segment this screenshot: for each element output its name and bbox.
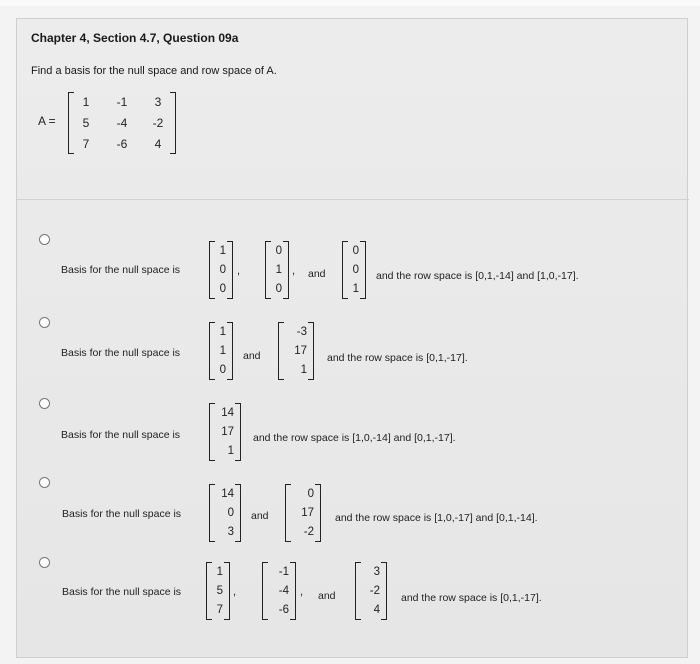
matrix-cell: -1	[116, 95, 128, 110]
vector-entry: 7	[216, 604, 223, 617]
vector-entry: 0	[307, 487, 314, 500]
option-1-vector-1	[209, 241, 233, 299]
and-text: and	[318, 590, 336, 602]
option-2-vector-2	[278, 322, 314, 380]
vector-entry: 5	[216, 584, 223, 597]
matrix-a	[68, 92, 176, 154]
option-2-vector-1	[209, 322, 233, 380]
vector-entry: 3	[227, 526, 234, 539]
question-title: Chapter 4, Section 4.7, Question 09a	[31, 31, 239, 45]
vector-entry: 0	[352, 263, 359, 276]
and-text: and	[308, 268, 326, 280]
vector-entry: 0	[219, 283, 226, 296]
vector-entry: 17	[294, 344, 307, 357]
vector-entry: 1	[300, 364, 307, 377]
option-3-tail: and the row space is [1,0,-14] and [0,1,-17].	[253, 432, 456, 444]
vector-entry: 1	[219, 244, 226, 257]
vector-entry: -2	[369, 584, 380, 597]
vector-entry: 0	[352, 244, 359, 257]
vector-entry: 0	[219, 263, 226, 276]
option-3-lead: Basis for the null space is	[61, 429, 181, 441]
vector-entry: -3	[296, 325, 307, 338]
vector-entry: -2	[303, 526, 314, 539]
vector-entry: 14	[221, 406, 234, 419]
vector-entry: 1	[216, 565, 223, 578]
matrix-label: A =	[38, 114, 56, 128]
comma: ,	[237, 265, 241, 277]
vector-entry: 0	[219, 364, 226, 377]
option-5-vector-1	[206, 562, 230, 620]
option-3-radio[interactable]	[39, 398, 50, 409]
vector-entry: 1	[352, 283, 359, 296]
option-2-radio[interactable]	[39, 317, 50, 328]
vector-entry: -6	[278, 604, 289, 617]
top-strip	[0, 0, 700, 6]
matrix-cell: 1	[82, 95, 90, 110]
matrix-cell: 4	[154, 136, 162, 151]
divider	[17, 199, 689, 200]
matrix-cell: -6	[116, 136, 128, 151]
vector-entry: 17	[221, 425, 234, 438]
option-4-vector-1	[209, 484, 241, 542]
question-panel	[16, 18, 688, 658]
vector-entry: 0	[227, 506, 234, 519]
option-1-lead: Basis for the null space is	[61, 264, 181, 276]
vector-entry: 3	[373, 565, 380, 578]
comma: ,	[300, 586, 304, 598]
vector-entry: 14	[221, 487, 234, 500]
option-5-vector-2	[262, 562, 296, 620]
option-1-tail: and the row space is [0,1,-14] and [1,0,-17].	[376, 270, 579, 282]
option-5-radio[interactable]	[39, 557, 50, 568]
option-5-vector-3	[355, 562, 387, 620]
vector-entry: 1	[219, 344, 226, 357]
option-5-tail: and the row space is [0,1,-17].	[401, 592, 542, 604]
vector-entry: -4	[278, 584, 289, 597]
vector-entry: 1	[275, 263, 282, 276]
vector-entry: 1	[219, 325, 226, 338]
matrix-cell: 3	[154, 95, 162, 110]
and-text: and	[243, 350, 261, 362]
option-4-radio[interactable]	[39, 477, 50, 488]
option-4-tail: and the row space is [1,0,-17] and [0,1,-14].	[335, 512, 538, 524]
matrix-cell: 5	[82, 115, 90, 130]
option-1-radio[interactable]	[39, 234, 50, 245]
option-1-vector-3	[342, 241, 366, 299]
vector-entry: 17	[301, 506, 314, 519]
vector-entry: 0	[275, 283, 282, 296]
comma: ,	[292, 265, 296, 277]
option-2-lead: Basis for the null space is	[61, 347, 181, 359]
option-2-tail: and the row space is [0,1,-17].	[327, 352, 468, 364]
vector-entry: 0	[275, 244, 282, 257]
option-4-lead: Basis for the null space is	[62, 508, 182, 520]
matrix-cell: -4	[116, 115, 128, 130]
vector-entry: -1	[278, 565, 289, 578]
and-text: and	[251, 510, 269, 522]
comma: ,	[233, 586, 237, 598]
matrix-cell: -2	[152, 115, 164, 130]
matrix-cell: 7	[82, 136, 90, 151]
question-prompt: Find a basis for the null space and row space of A.	[31, 65, 277, 77]
vector-entry: 4	[373, 604, 380, 617]
option-4-vector-2	[285, 484, 321, 542]
vector-entry: 1	[227, 445, 234, 458]
option-3-vector-1	[209, 403, 241, 461]
option-1-vector-2	[265, 241, 289, 299]
option-5-lead: Basis for the null space is	[62, 586, 182, 598]
